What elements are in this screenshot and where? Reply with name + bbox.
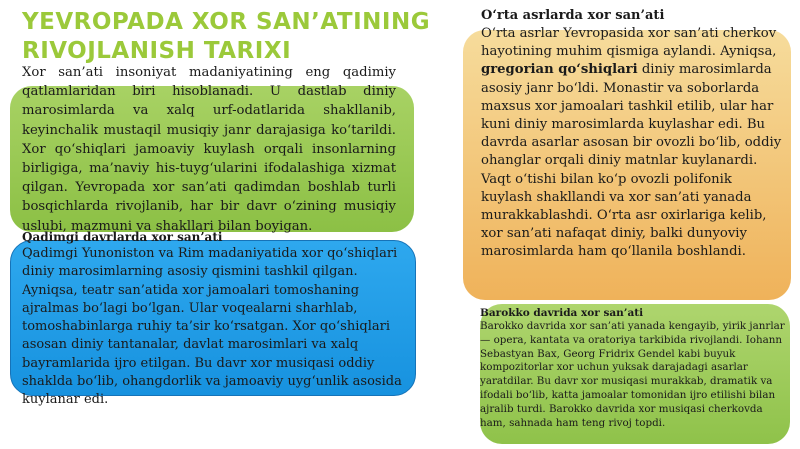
intro-text: Xor san’ati insoniyat madaniyatining eng qadimiy qatlamlaridan biri hisoblanadi. U dastlab diniy marosimlarda va xalq urf-odatlarida shakllanib, keyinchalik mustaqil musiqiy janr darajasiga ko‘tarildi. Xor qo‘shiqlari jamoaviy kuylash orqali insonlarning birligiga, ma’naviy his-tuyg‘ularini ifodalashiga xizmat qilgan. Yevropada xor san’ati qadimdan boshlab turli bosqichlarda rivojlanib, har bir davr o‘zining musiqiy uslubi, mazmuni va shakllari bilan boyigan.	[22, 65, 396, 234]
slide-title: YEVROPADA XOR SAN’ATINING RIVOJLANISH TARIXI	[22, 9, 431, 64]
medieval-heading: O‘rta asrlarda xor san’ati	[481, 8, 665, 23]
baroque-heading: Barokko davrida xor san’ati	[480, 307, 644, 319]
medieval-text-after: diniy marosimlarda asosiy janr bo‘ldi. Monastir va soborlarda maxsus xor jamoalari tashkil etilib, ular har kuni diniy marosimlarda kuylashar edi. Bu davrda asarlar asosan bir ovozli bo‘lib, oddiy ohanglar orqali diniy matnlar kuylanardi. Vaqt o‘tishi bilan ko‘p ovozli polifonik kuylash shakllandi va xor san’ati yanada murakkablashdi. O‘rta asr oxirlariga kelib, xor san’ati nafaqat diniy, balki dunyoviy marosimlarda ham qo‘llanila boshlandi.	[481, 62, 782, 260]
baroque-text: Barokko davrida xor san’ati yanada kengayib, yirik janrlar — opera, kantata va oratoriya tarkibida rivojlandi. Iohann Sebastyan Bax, Georg Fridrix Gendel kabi buyuk kompozitorlar xor uchun yuksak darajadagi asarlar yaratdilar. Bu davr xor musiqasi murakkab, dramatik va ifodali bo‘lib, katta jamoalar tomonidan ijro etilishi bilan ajralib turdi. Barokko davrida xor musiqasi cherkovda ham, sahnada ham teng rivoj topdi.	[480, 320, 785, 429]
medieval-text	[481, 25, 787, 262]
ancient-heading: Qadimgi davrlarda xor san’ati	[22, 230, 223, 244]
ancient-text: Qadimgi Yunoniston va Rim madaniyatida xor qo‘shiqlari diniy marosimlarning asosiy qismini tashkil qilgan. Ayniqsa, teatr san’atida xor jamoalari tomoshaning ajralmas bo‘lagi bo‘lgan. Ular voqealarni sharhlab, tomoshabinlarga ruhiy ta’sir ko‘rsatgan. Xor qo‘shiqlari asosan diniy tantanalar, davlat marosimlari va xalq bayramlarida ijro etilgan. Bu davr xor musiqasi oddiy shaklda bo‘lib, ohangdorlik va jamoaviy uyg‘unlik asosida kuylanar edi.	[22, 246, 402, 408]
gregorian-term: gregorian qo‘shiqlari	[481, 62, 638, 78]
medieval-text-before: O‘rta asrlar Yevropasida xor san’ati cherkov hayotining muhim qismiga aylandi. Ayniqsa,	[481, 26, 777, 60]
